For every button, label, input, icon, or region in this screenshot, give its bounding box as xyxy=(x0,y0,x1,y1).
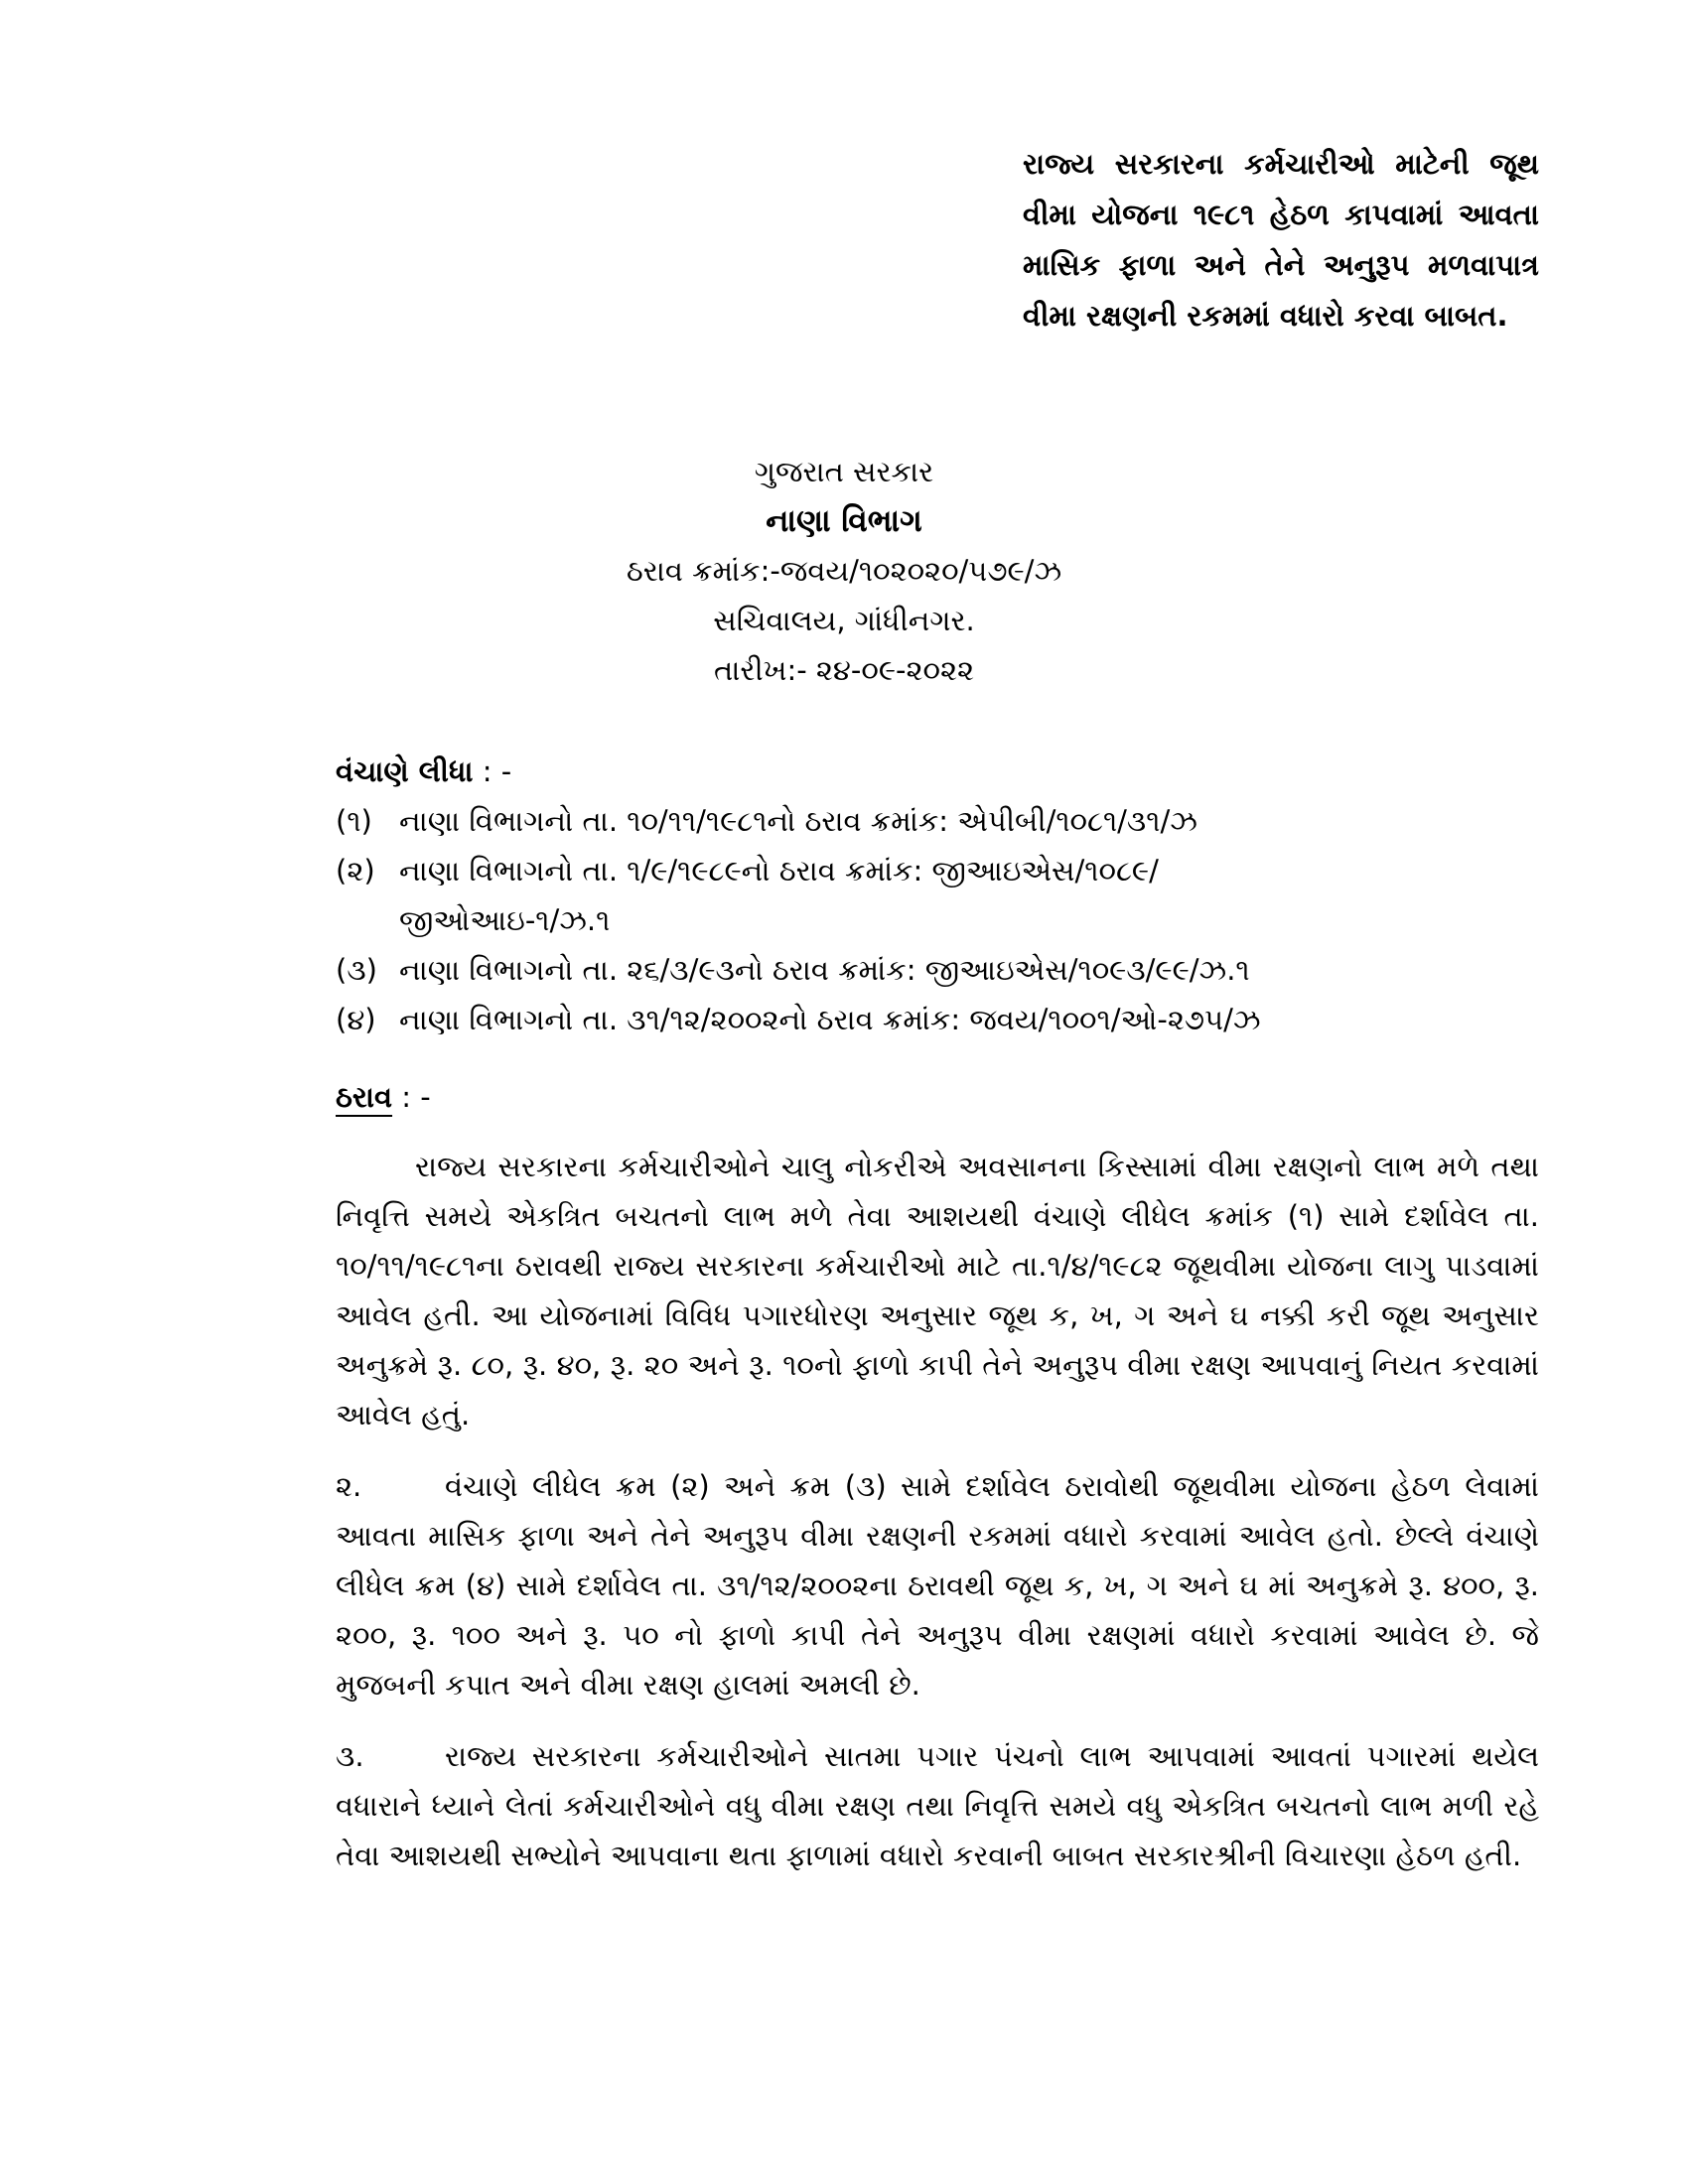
reference-text: નાણા વિભાગનો તા. ૧૦/૧૧/૧૯૮૧નો ઠરાવ ક્રમાંક: એપીબી/૧૦૮૧/૩૧/ઝ xyxy=(399,804,1197,838)
place: સચિવાલય, ગાંધીનગર. xyxy=(713,604,975,637)
document-date: તારીખ:- ૨૪-૦૯-૨૦૨૨ xyxy=(714,653,974,687)
reference-text: નાણા વિભાગનો તા. ૨૬/૩/૯૩નો ઠરાવ ક્રમાંક: જીઆઇએસ/૧૦૯૩/૯૯/ઝ.૧ xyxy=(399,953,1250,987)
paragraph-number: ૨. xyxy=(336,1469,362,1503)
readings-section xyxy=(336,747,1557,1044)
reference-text: નાણા વિભાગનો તા. ૧/૯/૧૯૮૯નો ઠરાવ ક્રમાંક: જીઆઇએસ/૧૦૮૯/ xyxy=(399,854,1159,887)
resolution-number: ઠરાવ ક્રમાંક:-જવય/૧૦૨૦૨૦/૫૭૯/ઝ xyxy=(626,554,1062,588)
resolution-heading-suffix: : - xyxy=(392,1080,431,1114)
reference-item-2 xyxy=(336,846,1557,895)
reference-number: (૨) xyxy=(336,854,375,887)
resolution-paragraph-1 xyxy=(336,1142,1539,1439)
paragraph-number: ૩. xyxy=(336,1739,364,1773)
paragraph-text: રાજ્ય સરકારના કર્મચારીઓને ચાલુ નોકરીએ અવસાનના કિસ્સામાં વીમા રક્ષણનો લાભ મળે તથા નિવૃત્તિ સમયે એકત્રિત બચતનો લાભ મળે તેવા આશયથી વંચાણે લીધેલ ક્રમાંક (૧) સામે દર્શાવેલ તા. ૧૦/૧૧/૧૯૮૧ના ઠરાવથી રાજ્ય સરકારના કર્મચારીઓ માટે તા.૧/૪/૧૯૮૨ જૂથવીમા યોજના લાગુ પાડવામાં આવેલ હતી. આ યોજનામાં વિવિધ પગારધોરણ અનુસાર જૂથ ક, ખ, ગ અને ઘ નક્કી કરી જૂથ અનુસાર અનુક્રમે રૂ. ૮૦, રૂ. ૪૦, રૂ. ૨૦ અને રૂ. ૧૦નો ફાળો કાપી તેને અનુરૂપ વીમા રક્ષણ આપવાનું નિયત કરવામાં આવેલ હતું. xyxy=(336,1150,1539,1432)
reference-number: (૩) xyxy=(336,953,377,987)
paragraph-text: વંચાણે લીધેલ ક્રમ (૨) અને ક્રમ (૩) સામે દર્શાવેલ ઠરાવોથી જૂથવીમા યોજના હેઠળ લેવામાં આવતા માસિક ફાળા અને તેને અનુરૂપ વીમા રક્ષણની રકમમાં વધારો કરવામાં આવેલ હતો. છેલ્લે વંચાણે લીધેલ ક્રમ (૪) સામે દર્શાવેલ તા. ૩૧/૧૨/૨૦૦૨ના ઠરાવથી જૂથ ક, ખ, ગ અને ઘ માં અનુક્રમે રૂ. ૪૦૦, રૂ. ૨૦૦, રૂ. ૧૦૦ અને રૂ. ૫૦ નો ફાળો કાપી તેને અનુરૂપ વીમા રક્ષણમાં વધારો કરવામાં આવેલ છે. જે મુજબની કપાત અને વીમા રક્ષણ હાલમાં અમલી છે. xyxy=(336,1469,1539,1702)
resolution-section xyxy=(336,1072,1539,1902)
reference-item-3 xyxy=(336,945,1557,995)
readings-heading-label: વંચાણે લીધા xyxy=(336,754,474,788)
subject-block xyxy=(1023,139,1539,341)
reference-item-4 xyxy=(336,995,1557,1044)
resolution-heading xyxy=(336,1072,1539,1122)
readings-heading-suffix: : - xyxy=(473,754,512,788)
subject-text: રાજ્ય સરકારના કર્મચારીઓ માટેની જૂથ વીમા યોજના ૧૯૮૧ હેઠળ કાપવામાં આવતા માસિક ફાળા અને તેને અનુરૂપ મળવાપાત્ર વીમા રક્ષણની રકમમાં વધારો કરવા બાબત. xyxy=(1023,147,1539,333)
paragraph-text: રાજ્ય સરકારના કર્મચારીઓને સાતમા પગાર પંચનો લાભ આપવામાં આવતાં પગારમાં થયેલ વધારાને ધ્યાને લેતાં કર્મચારીઓને વધુ વીમા રક્ષણ તથા નિવૃત્તિ સમયે વધુ એકત્રિત બચતનો લાભ મળી રહે તેવા આશયથી સભ્યોને આપવાના થતા ફાળામાં વધારો કરવાની બાબત સરકારશ્રીની વિચારણા હેઠળ હતી. xyxy=(336,1739,1539,1872)
reference-number: (૧) xyxy=(336,804,372,838)
reference-number: (૪) xyxy=(336,1003,376,1036)
reference-text: નાણા વિભાગનો તા. ૩૧/૧૨/૨૦૦૨નો ઠરાવ ક્રમાંક: જવય/૧૦૦૧/ઓ-૨૭૫/ઝ xyxy=(399,1003,1261,1036)
resolution-paragraph-3 xyxy=(336,1731,1539,1880)
resolution-paragraph-2 xyxy=(336,1461,1539,1709)
government-name: ગુજરાત સરકાર xyxy=(754,455,934,488)
document-header xyxy=(447,447,1241,695)
readings-heading xyxy=(336,747,1557,796)
department-name: નાણા વિભાગ xyxy=(766,503,922,539)
reference-item-1 xyxy=(336,796,1557,846)
resolution-heading-label: ઠરાવ xyxy=(336,1080,393,1114)
reference-continuation: જીઓઆઇ-૧/ઝ.૧ xyxy=(399,903,611,937)
